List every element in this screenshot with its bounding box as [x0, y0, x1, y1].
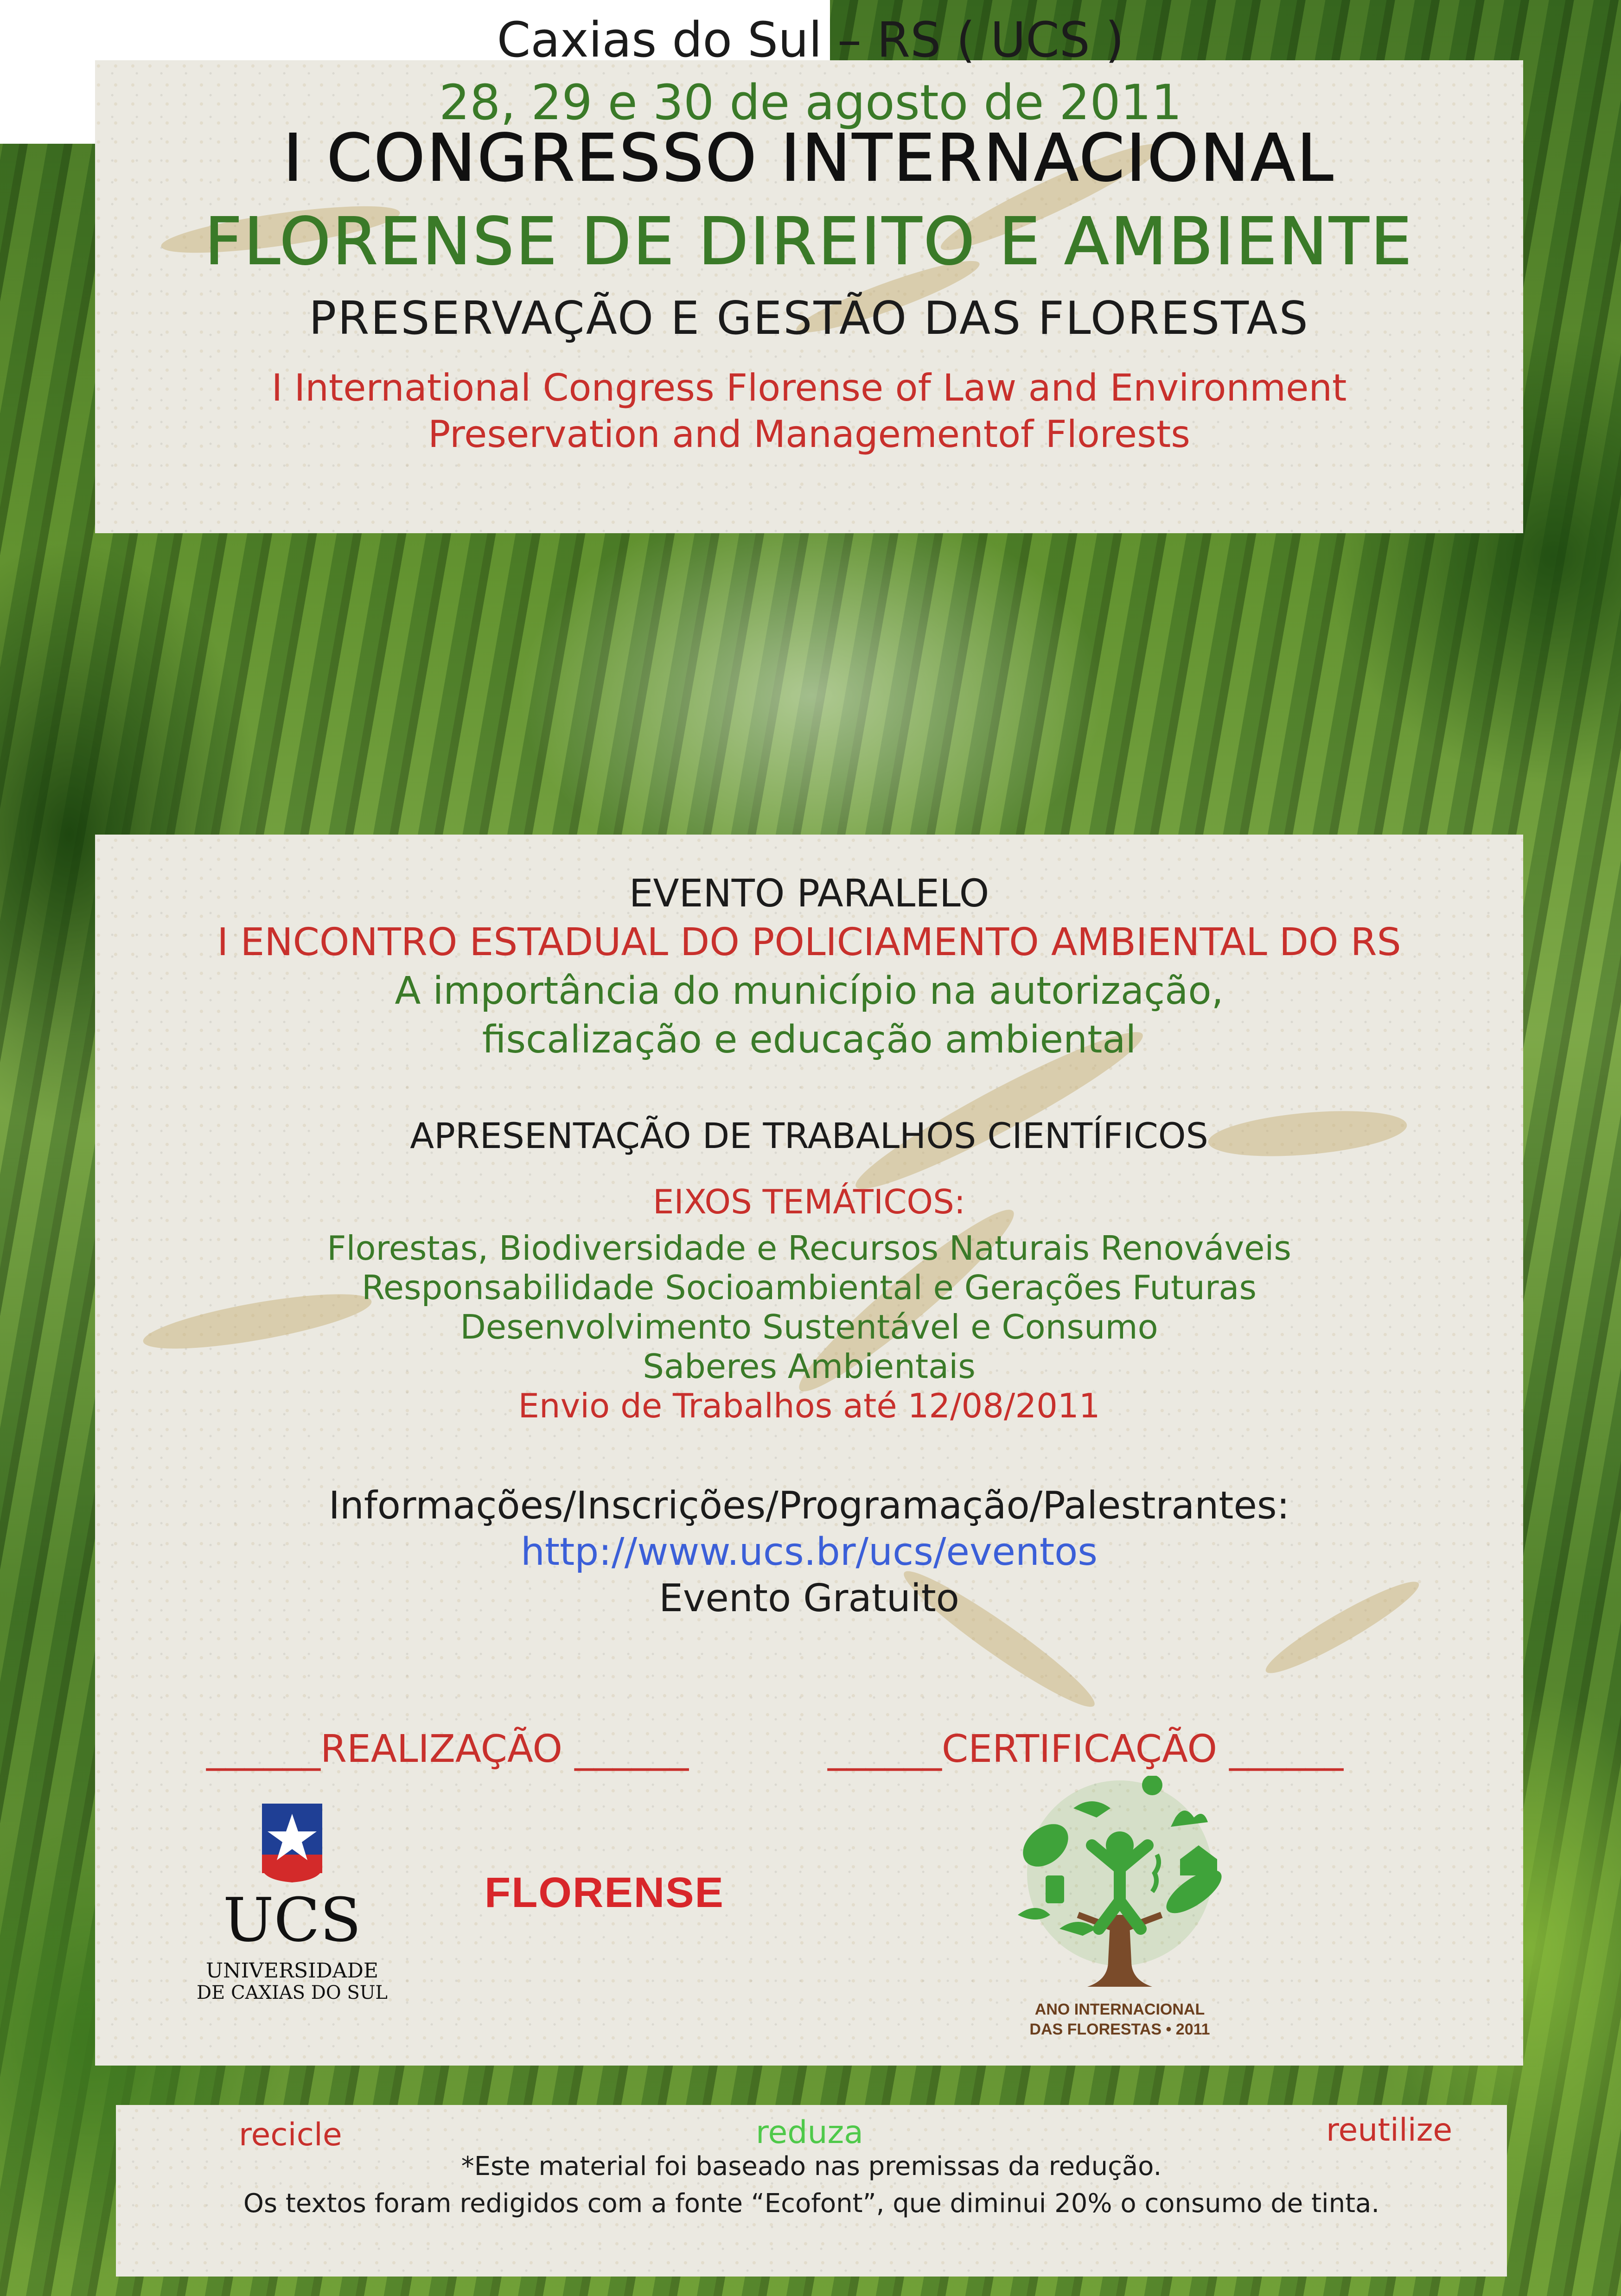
congress-subtitle: PRESERVAÇÃO E GESTÃO DAS FLORESTAS	[309, 292, 1309, 345]
event-dates: 28, 29 e 30 de agosto de 2011	[439, 74, 1182, 131]
recicle-label: recicle	[239, 2117, 342, 2153]
footer-note-line1: *Este material foi baseado nas premissas da redução.	[461, 2151, 1162, 2181]
axis-item: Florestas, Biodiversidade e Recursos Naturais Renováveis	[327, 1229, 1291, 1268]
axes-heading: EIXOS TEMÁTICOS:	[652, 1182, 966, 1221]
header-panel	[95, 60, 1523, 533]
english-title-line2: Preservation and Managementof Florests	[428, 413, 1190, 456]
axis-item: Responsabilidade Socioambiental e Gerações Futuras	[361, 1268, 1257, 1307]
realizacao-label: ______REALIZAÇÃO ______	[206, 1727, 689, 1771]
parallel-event-label: EVENTO PARALELO	[629, 872, 989, 916]
event-location: Caxias do Sul – RS ( UCS )	[497, 12, 1124, 68]
papers-heading: APRESENTAÇÃO DE TRABALHOS CIENTÍFICOS	[410, 1115, 1208, 1156]
reduza-label: reduza	[756, 2114, 863, 2151]
ucs-logo-text: UCS	[223, 1885, 362, 1955]
ucs-logo	[188, 1804, 396, 2008]
info-label: Informações/Inscrições/Programação/Palestrantes:	[328, 1484, 1290, 1528]
certificacao-label: ______CERTIFICAÇÃO ______	[828, 1727, 1344, 1771]
footer-panel	[116, 2105, 1507, 2277]
axis-item: Saberes Ambientais	[643, 1347, 976, 1386]
parallel-event-theme-line2: fiscalização e educação ambiental	[482, 1018, 1136, 1062]
main-panel	[95, 835, 1523, 2066]
reutilize-label: reutilize	[1326, 2112, 1453, 2149]
congress-title-line1: I CONGRESSO INTERNACIONAL	[283, 121, 1335, 196]
axis-item: Desenvolvimento Sustentável e Consumo	[460, 1307, 1158, 1346]
submission-deadline: Envio de Trabalhos até 12/08/2011	[518, 1386, 1100, 1425]
ucs-logo-subtitle: DE CAXIAS DO SUL	[196, 1982, 388, 2003]
english-title-line1: I International Congress Florense of Law and Environment	[271, 366, 1347, 409]
footer-note-line2: Os textos foram redigidos com a fonte “Ecofont”, que diminui 20% o consumo de tinta.	[243, 2188, 1380, 2219]
congress-title-line2: FLORENSE DE DIREITO E AMBIENTE	[204, 204, 1414, 280]
forests-logo-line2: DAS FLORESTAS • 2011	[1029, 2021, 1210, 2038]
florense-logo: FLORENSE	[485, 1869, 724, 1916]
forests-logo-line1: ANO INTERNACIONAL	[1034, 2001, 1205, 2018]
free-event: Evento Gratuito	[659, 1576, 959, 1620]
ucs-shield-icon	[188, 1804, 396, 1882]
ucs-logo-subtitle: UNIVERSIDADE	[206, 1959, 378, 1983]
forests-year-logo	[999, 1776, 1240, 2045]
tree-icon	[999, 1776, 1240, 1994]
event-url-link[interactable]: http://www.ucs.br/ucs/eventos	[520, 1530, 1098, 1574]
parallel-event-title: I ENCONTRO ESTADUAL DO POLICIAMENTO AMBIENTAL DO RS	[217, 920, 1401, 964]
parallel-event-theme-line1: A importância do município na autorização,	[395, 969, 1224, 1013]
